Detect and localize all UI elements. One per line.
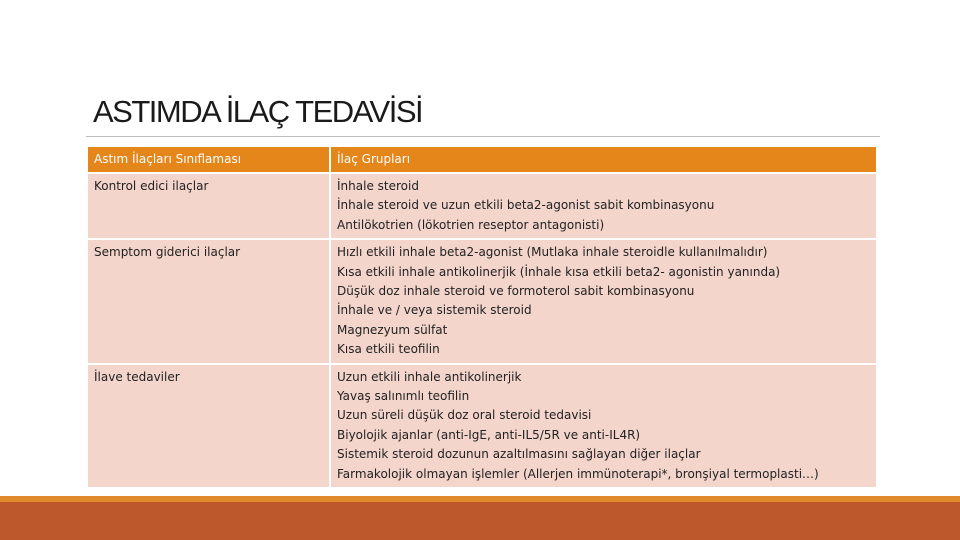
list-item: Biyolojik ajanlar (anti-IgE, anti-IL5/5R ve anti-IL4R): [337, 427, 641, 442]
list-item: Antilökotrien (lökotrien reseptor antagonisti): [337, 217, 605, 232]
list-item: İnhale ve / veya sistemik steroid: [337, 303, 532, 318]
table-row-add-on: [88, 365, 876, 487]
drug-classification-table: [86, 145, 878, 489]
row-items: [331, 174, 876, 238]
list-item: Uzun etkili inhale antikolinerjik: [337, 369, 522, 384]
header-drug-groups: İlaç Grupları: [331, 147, 876, 172]
row-category: Kontrol edici ilaçlar: [88, 174, 329, 238]
table-row-reliever: [88, 240, 876, 362]
footer-accent-stripe: [0, 496, 960, 502]
row-items: [331, 240, 876, 362]
row-category: Semptom giderici ilaçlar: [88, 240, 329, 362]
list-item: Kısa etkili teofilin: [337, 342, 440, 357]
title-divider: [86, 136, 880, 137]
list-item: Düşük doz inhale steroid ve formoterol sabit kombinasyonu: [337, 284, 695, 299]
list-item: Magnezyum sülfat: [337, 322, 448, 337]
table-row-controller: [88, 174, 876, 238]
list-item: Uzun süreli düşük doz oral steroid tedavisi: [337, 408, 592, 423]
list-item: İnhale steroid ve uzun etkili beta2-agonist sabit kombinasyonu: [337, 198, 715, 213]
header-classification: Astım İlaçları Sınıflaması: [88, 147, 329, 172]
list-item: Yavaş salınımlı teofilin: [337, 389, 470, 404]
footer-bar: [0, 496, 960, 540]
table-header-row: [88, 147, 876, 172]
row-category: İlave tedaviler: [88, 365, 329, 487]
list-item: Kısa etkili inhale antikolinerjik (İnhale kısa etkili beta2- agonistin yanında): [337, 264, 781, 279]
slide-title: ASTIMDA İLAÇ TEDAVİSİ: [93, 94, 423, 129]
list-item: Hızlı etkili inhale beta2-agonist (Mutlaka inhale steroidle kullanılmalıdır): [337, 245, 768, 260]
list-item: Farmakolojik olmayan işlemler (Allerjen immünoterapi*, bronşiyal termoplasti…): [337, 466, 819, 481]
list-item: Sistemik steroid dozunun azaltılmasını sağlayan diğer ilaçlar: [337, 447, 701, 462]
list-item: İnhale steroid: [337, 179, 419, 193]
row-items: [331, 365, 876, 487]
